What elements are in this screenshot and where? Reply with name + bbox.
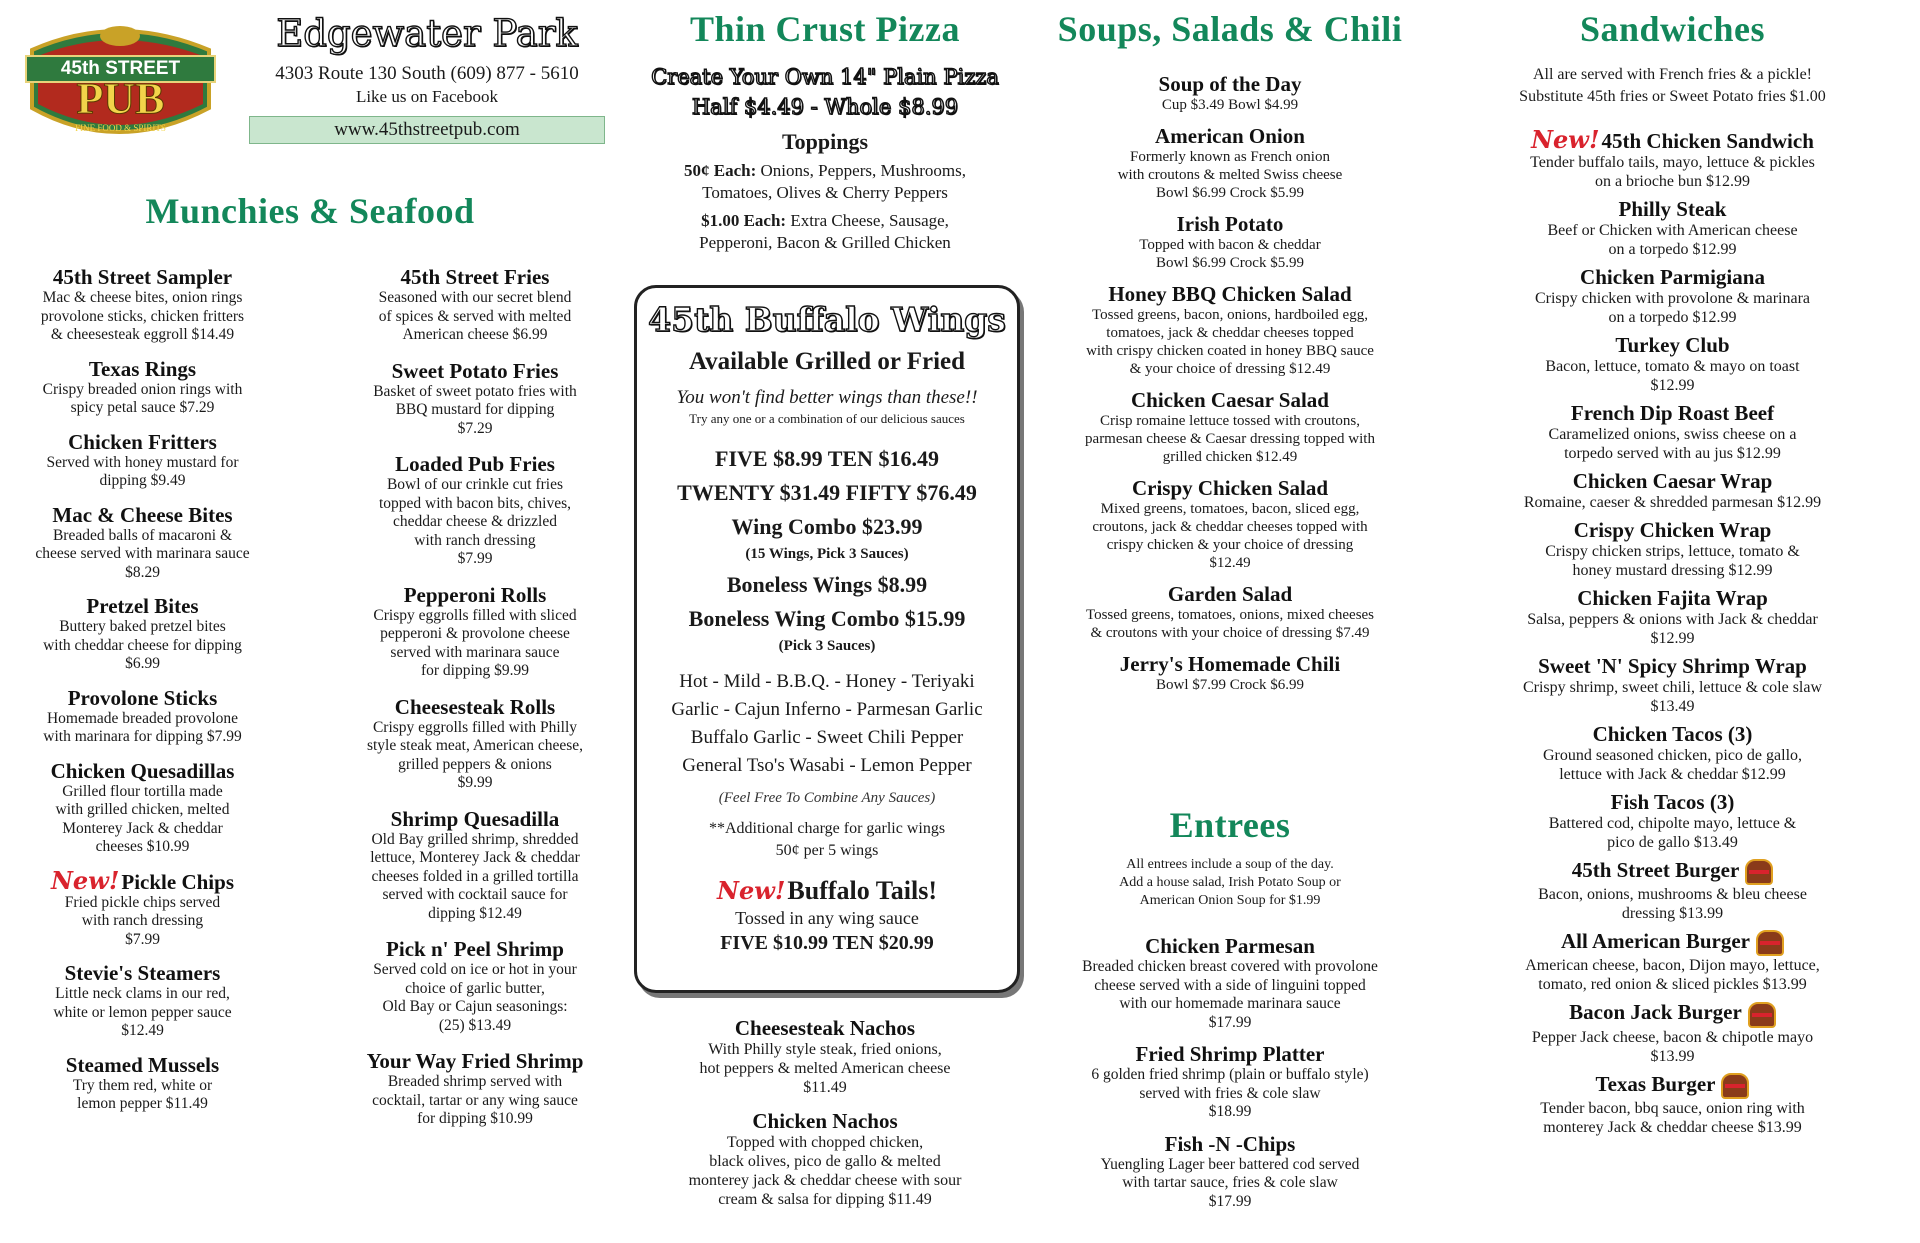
menu-item-desc: Fried pickle chips served with ranch dressing $7.99	[64, 893, 221, 948]
menu-item-title: Garden Salad	[1167, 582, 1293, 606]
menu-item-title: Crispy Chicken Salad	[1131, 476, 1329, 500]
menu-item-title: Chicken Caesar Wrap	[1572, 469, 1773, 493]
menu-item-desc: Formerly known as French onion with croutons & melted Swiss cheese Bowl $6.99 Crock $5.99	[1117, 149, 1343, 201]
menu-item	[1040, 282, 1420, 378]
menu-item-name	[640, 1109, 1010, 1133]
menu-item	[340, 1049, 610, 1129]
menu-item	[1465, 790, 1880, 852]
menu-item-title: Your Way Fried Shrimp	[366, 1049, 584, 1073]
menu-item	[640, 1016, 1010, 1097]
menu-item-desc: Old Bay grilled shrimp, shredded lettuce, Monterey Jack & cheddar cheeses folded in a grilled tortilla served with cocktail sauce for dipping $12.49	[370, 830, 580, 922]
entrees-note: All entrees include a soup of the day. Add a house salad, Irish Potato Soup or American Onion Soup for $1.99	[1119, 857, 1341, 908]
menu-item	[340, 807, 610, 924]
menu-item-name	[1465, 1072, 1880, 1099]
menu-item-title: Cheesesteak Rolls	[394, 694, 556, 719]
menu-item	[340, 695, 610, 793]
address: 4303 Route 130 South (609) 877 - 5610	[275, 63, 579, 84]
menu-item-name	[10, 594, 275, 618]
menu-item-name	[1465, 333, 1880, 357]
menu-item-desc: Buttery baked pretzel bites with cheddar cheese for dipping $6.99	[43, 618, 242, 672]
wings-title: 45th Buffalo Wings	[648, 300, 1006, 339]
wings-price: Wing Combo $23.99	[731, 514, 923, 539]
menu-item-desc: Breaded shrimp served with cocktail, tartar or any wing sauce for dipping $10.99	[372, 1073, 578, 1127]
pizza-section	[630, 8, 1020, 254]
tails-heading	[637, 876, 1017, 906]
menu-item-title: Chicken Fritters	[68, 429, 217, 454]
menu-item-name	[340, 265, 610, 289]
website-link[interactable]: www.45thstreetpub.com	[249, 116, 605, 144]
menu-item-title: Chicken Caesar Salad	[1131, 388, 1329, 412]
menu-item-name	[1465, 401, 1880, 425]
menu-item-title: Cheesesteak Nachos	[734, 1016, 916, 1040]
menu-item-title: Chicken Nachos	[752, 1109, 898, 1133]
menu-item-title: Fish Tacos (3)	[1610, 790, 1735, 814]
menu-item-desc: Grilled flour tortilla made with grilled chicken, melted Monterey Jack & cheddar cheeses $10.99	[55, 782, 230, 855]
tails-desc: Tossed in any wing sauce	[735, 908, 919, 928]
menu-item-title: Bacon Jack Burger	[1569, 1000, 1742, 1025]
pizza-prices: Half $4.49 - Whole $8.99	[691, 95, 959, 119]
nachos-list	[640, 1016, 1010, 1221]
menu-item-title: Turkey Club	[1615, 333, 1730, 357]
burger-icon	[1748, 1002, 1776, 1028]
menu-item-desc: Basket of sweet potato fries with BBQ mustard for dipping $7.29	[373, 382, 577, 437]
menu-item-name	[340, 452, 610, 476]
munchies-title-wrap	[100, 190, 520, 232]
sandwiches-section	[1465, 8, 1880, 108]
menu-item	[640, 1109, 1010, 1209]
tails-title: Buffalo Tails!	[787, 876, 937, 905]
facebook-text: Like us on Facebook	[355, 87, 499, 106]
menu-item-desc: Bacon, onions, mushrooms & bleu cheese dressing $13.99	[1538, 886, 1807, 923]
menu-item-title: Chicken Tacos (3)	[1592, 722, 1753, 746]
menu-item	[10, 594, 275, 674]
menu-item-title: 45th Street Fries	[400, 265, 550, 289]
soups-title: Soups, Salads & Chili	[1057, 9, 1403, 49]
sauce-line: General Tso's Wasabi - Lemon Pepper	[682, 755, 972, 776]
menu-item-title: Loaded Pub Fries	[395, 452, 555, 476]
menu-item-desc: Crispy chicken strips, lettuce, tomato & honey mustard dressing $12.99	[1545, 543, 1800, 579]
menu-item	[1465, 929, 1880, 994]
menu-item-desc: Topped with bacon & cheddar Bowl $6.99 Crock $5.99	[1139, 237, 1321, 271]
menu-item-name	[1040, 212, 1420, 236]
menu-item-desc: Mac & cheese bites, onion rings provolone sticks, chicken fritters & cheesesteak eggroll $14.49	[40, 289, 245, 343]
menu-item-title: Soup of the Day	[1158, 72, 1302, 96]
menu-item-title: Pepperoni Rolls	[403, 582, 547, 607]
menu-item-name	[340, 807, 610, 831]
menu-item	[1465, 197, 1880, 259]
menu-item-desc: Beef or Chicken with American cheese on a torpedo $12.99	[1547, 222, 1798, 258]
menu-item-title: American Onion	[1155, 124, 1305, 148]
menu-item-title: Pick n' Peel Shrimp	[386, 937, 564, 961]
tails-prices: FIVE $10.99 TEN $20.99	[720, 932, 934, 954]
menu-item-title: 45th Street Sampler	[52, 265, 233, 289]
menu-item-name	[10, 265, 275, 289]
header-info	[246, 12, 608, 144]
menu-item-title: Sweet Potato Fries	[391, 358, 559, 383]
menu-item	[1040, 1042, 1420, 1122]
sauce-line: Buffalo Garlic - Sweet Chili Pepper	[690, 727, 964, 748]
wings-box	[634, 285, 1020, 993]
menu-item-desc: Breaded balls of macaroni & cheese served with marinara sauce $8.29	[35, 526, 250, 581]
menu-item-desc: Crispy shrimp, sweet chili, lettuce & cole slaw $13.49	[1522, 679, 1823, 715]
new-badge: New!	[1531, 125, 1600, 154]
menu-item-name	[10, 1053, 275, 1077]
menu-item-name	[1465, 518, 1880, 542]
menu-item-desc: Little neck clams in our red, white or lemon pepper sauce $12.49	[53, 985, 232, 1039]
menu-item	[1465, 1000, 1880, 1065]
menu-item	[340, 359, 610, 439]
menu-item-title: Chicken Quesadillas	[50, 758, 235, 783]
menu-item	[1465, 401, 1880, 463]
menu-item-title: Pickle Chips	[121, 869, 234, 894]
menu-item-name	[1465, 586, 1880, 610]
menu-item-title: Chicken Parmesan	[1145, 934, 1315, 958]
menu-item	[1465, 125, 1880, 191]
menu-item-name	[1040, 388, 1420, 412]
menu-item	[10, 430, 275, 491]
menu-item-desc: Bowl of our crinkle cut fries topped with bacon bits, chives, cheddar cheese & drizzled with ranch dressing $7.99	[379, 476, 571, 567]
sandwiches-list	[1465, 125, 1880, 1143]
menu-item-name	[10, 430, 275, 454]
menu-item-title: Sweet 'N' Spicy Shrimp Wrap	[1538, 654, 1807, 678]
menu-item-name	[10, 865, 275, 895]
menu-item-desc: Served with honey mustard for dipping $9.49	[46, 453, 239, 489]
wings-price-list	[637, 442, 1017, 544]
menu-item-name	[1465, 197, 1880, 221]
menu-item-name	[1040, 476, 1420, 500]
menu-item	[10, 265, 275, 345]
menu-item	[340, 583, 610, 681]
menu-item-name	[1040, 1042, 1420, 1066]
toppings-50-label: 50¢ Each:	[684, 161, 757, 180]
boneless-combo: Boneless Wing Combo $15.99	[688, 606, 966, 631]
wings-combo-note: (15 Wings, Pick 3 Sauces)	[745, 546, 909, 562]
menu-item	[10, 1053, 275, 1114]
menu-item-name	[340, 1049, 610, 1073]
soups-list	[1040, 72, 1420, 704]
menu-item-desc: Crispy eggrolls filled with sliced pepperoni & provolone cheese served with marinara sauce for dipping $9.99	[373, 606, 577, 679]
entrees-title: Entrees	[1169, 805, 1291, 845]
menu-item-title: French Dip Roast Beef	[1570, 401, 1775, 425]
menu-item-desc: Romaine, caeser & shredded parmesan $12.99	[1523, 494, 1822, 511]
menu-item-desc: Battered cod, chipolte mayo, lettuce & pico de gallo $13.49	[1548, 815, 1797, 851]
pizza-title: Thin Crust Pizza	[689, 9, 960, 49]
menu-item-desc: Crispy eggrolls filled with Philly style steak meat, American cheese, grilled peppers & onions $9.99	[366, 718, 584, 791]
menu-item-title: 45th Chicken Sandwich	[1601, 129, 1814, 153]
menu-item	[1465, 333, 1880, 395]
new-badge: New!	[50, 865, 120, 895]
menu-item-name	[10, 503, 275, 527]
menu-item	[10, 961, 275, 1041]
menu-item	[340, 265, 610, 345]
menu-item	[1465, 722, 1880, 784]
logo-top-text: 45th STREET	[60, 58, 181, 79]
menu-item-title: Shrimp Quesadilla	[390, 806, 560, 831]
menu-item-name	[1465, 125, 1880, 154]
toppings-50-text: Onions, Peppers, Mushrooms, Tomatoes, Olives & Cherry Peppers	[702, 161, 966, 202]
menu-item-name	[1465, 265, 1880, 289]
toppings-title: Toppings	[781, 129, 869, 154]
menu-item-name	[1465, 722, 1880, 746]
menu-item-desc: 6 golden fried shrimp (plain or buffalo style) served with fries & cole slaw $18.99	[1091, 1066, 1369, 1120]
location-title: Edgewater Park	[276, 12, 578, 55]
menu-item-desc: Served cold on ice or hot in your choice of garlic butter, Old Bay or Cajun seasonings: (25) $13.49	[373, 961, 577, 1034]
menu-item-desc: Tender buffalo tails, mayo, lettuce & pickles on a brioche bun $12.99	[1530, 154, 1815, 190]
menu-item	[1040, 124, 1420, 202]
logo-main-text: PUB	[76, 74, 165, 123]
menu-item-title: Pretzel Bites	[86, 594, 199, 618]
toppings-100-label: $1.00 Each:	[701, 211, 787, 230]
sauce-list	[637, 668, 1017, 780]
menu-item-name	[1040, 582, 1420, 606]
menu-item	[10, 865, 275, 950]
pizza-create: Create Your Own 14" Plain Pizza	[651, 65, 999, 89]
wings-tagline: You won't find better wings than these!!	[676, 387, 978, 408]
menu-item-name	[1040, 652, 1420, 676]
sandwiches-title: Sandwiches	[1579, 9, 1766, 49]
soups-section	[1040, 8, 1420, 50]
menu-item-name	[1465, 858, 1880, 885]
menu-item-name	[640, 1016, 1010, 1040]
sauce-combine: (Feel Free To Combine Any Sauces)	[718, 790, 936, 806]
munchies-left-list	[10, 265, 275, 1126]
menu-item-name	[1040, 282, 1420, 306]
menu-item-name	[10, 961, 275, 985]
burger-icon	[1721, 1073, 1749, 1099]
menu-item	[1040, 476, 1420, 572]
menu-item	[1465, 858, 1880, 923]
menu-item-name	[10, 357, 275, 381]
menu-item-desc: Bacon, lettuce, tomato & mayo on toast $12.99	[1545, 358, 1800, 394]
menu-item-name	[1040, 72, 1420, 96]
menu-item-desc: With Philly style steak, fried onions, hot peppers & melted American cheese $11.49	[699, 1041, 951, 1096]
menu-item-desc: Yuengling Lager beer battered cod served with tartar sauce, fries & cole slaw $17.99	[1100, 1155, 1360, 1210]
menu-item-title: Stevie's Steamers	[64, 961, 221, 985]
menu-item-desc: Ground seasoned chicken, pico de gallo, lettuce with Jack & cheddar $12.99	[1542, 747, 1803, 783]
garlic-note: **Additional charge for garlic wings 50¢ per 5 wings	[708, 820, 946, 859]
menu-item-desc: Try them red, white or lemon pepper $11.49	[72, 1076, 213, 1112]
pub-logo	[18, 16, 223, 148]
menu-item-title: Mac & Cheese Bites	[52, 502, 233, 527]
menu-item-desc: American cheese, bacon, Dijon mayo, lettuce, tomato, red onion & sliced pickles $13.99	[1525, 957, 1820, 994]
menu-item-title: Texas Burger	[1595, 1071, 1716, 1096]
wings-price: FIVE $8.99 TEN $16.49	[715, 446, 939, 471]
menu-item-name	[1465, 469, 1880, 493]
menu-item	[10, 357, 275, 418]
menu-item	[1465, 265, 1880, 327]
menu-item	[1040, 652, 1420, 694]
boneless-wings: Boneless Wings $8.99	[726, 572, 928, 597]
menu-item	[1465, 518, 1880, 580]
menu-item-desc: Breaded chicken breast covered with provolone cheese served with a side of linguini topped with our homemade marinara sauce $17.99	[1082, 958, 1378, 1031]
menu-item-name	[1465, 790, 1880, 814]
menu-item-desc: Crispy chicken with provolone & marinara on a torpedo $12.99	[1534, 290, 1811, 326]
menu-item	[1465, 586, 1880, 648]
wings-try: Try any one or a combination of our delicious sauces	[689, 411, 965, 426]
menu-item-title: Crispy Chicken Wrap	[1573, 518, 1772, 542]
logo-sub-text: FINE FOOD & SPIRITS	[75, 123, 166, 133]
menu-item-name	[10, 686, 275, 710]
menu-item-desc: Tossed greens, tomatoes, onions, mixed cheeses & croutons with your choice of dressing $7.49	[1085, 607, 1375, 641]
burger-icon	[1756, 930, 1784, 956]
menu-item-title: Texas Rings	[88, 356, 197, 381]
menu-item	[1040, 582, 1420, 642]
menu-item-desc: Mixed greens, tomatoes, bacon, sliced egg, croutons, jack & cheddar cheeses topped with crispy chicken & your choice of dressing $12.49	[1092, 501, 1368, 571]
menu-item	[1040, 1132, 1420, 1212]
menu-item	[1465, 654, 1880, 716]
menu-item	[1040, 212, 1420, 272]
menu-item-title: Chicken Parmigiana	[1580, 265, 1765, 289]
menu-item	[10, 759, 275, 857]
menu-item-title: Chicken Fajita Wrap	[1577, 586, 1768, 610]
toppings-100-text: Extra Cheese, Sausage, Pepperoni, Bacon & Grilled Chicken	[699, 211, 951, 252]
menu-item-desc: Caramelized onions, swiss cheese on a torpedo served with au jus $12.99	[1548, 426, 1797, 462]
menu-item-title: Philly Steak	[1618, 197, 1727, 221]
menu-item-title: All American Burger	[1561, 929, 1750, 954]
menu-item-name	[340, 695, 610, 719]
menu-item-name	[1465, 1000, 1880, 1027]
menu-item-name	[340, 359, 610, 383]
menu-item-name	[10, 759, 275, 783]
menu-item-name	[340, 583, 610, 607]
toppings-100	[630, 210, 1020, 254]
menu-item-desc: Pepper Jack cheese, bacon & chipotle mayo $13.99	[1531, 1028, 1814, 1065]
menu-item	[1040, 934, 1420, 1032]
wings-subtitle: Available Grilled or Fried	[688, 348, 966, 375]
wings-price: TWENTY $31.49 FIFTY $76.49	[677, 480, 977, 505]
menu-item-name	[1465, 929, 1880, 956]
entrees-section	[1040, 804, 1420, 910]
menu-item-title: 45th Street Burger	[1571, 858, 1740, 882]
menu-item	[10, 503, 275, 583]
menu-item-desc: Tender bacon, bbq sauce, onion ring with monterey Jack & cheddar cheese $13.99	[1540, 1099, 1805, 1136]
menu-item-desc: Crisp romaine lettuce tossed with croutons, parmesan cheese & Caesar dressing topped with grilled chicken $12.49	[1085, 413, 1375, 465]
menu-item	[1040, 388, 1420, 466]
burger-icon	[1745, 859, 1773, 885]
boneless-note: (Pick 3 Sauces)	[778, 638, 876, 654]
menu-item-title: Honey BBQ Chicken Salad	[1108, 282, 1352, 306]
menu-item	[340, 452, 610, 569]
new-badge: New!	[717, 876, 786, 905]
menu-item-desc: Seasoned with our secret blend of spices & served with melted American cheese $6.99	[378, 289, 572, 343]
sandwiches-note: All are served with French fries & a pickle! Substitute 45th fries or Sweet Potato fries $1.00	[1519, 66, 1826, 105]
menu-item	[1465, 469, 1880, 512]
sauce-line: Hot - Mild - B.B.Q. - Honey - Teriyaki	[679, 671, 975, 692]
menu-item-name	[1465, 654, 1880, 678]
menu-item	[1465, 1072, 1880, 1137]
menu-item-title: Provolone Sticks	[67, 685, 218, 710]
munchies-right-list	[340, 265, 610, 1143]
toppings-50	[630, 160, 1020, 204]
menu-item	[340, 937, 610, 1035]
menu-item-title: Irish Potato	[1176, 212, 1284, 236]
menu-item-desc: Cup $3.49 Bowl $4.99	[1161, 97, 1299, 113]
menu-item	[1040, 72, 1420, 114]
menu-item-desc: Tossed greens, bacon, onions, hardboiled egg, tomatoes, jack & cheddar cheeses topped with crispy chicken coated in honey BBQ sauce & your choice of dressing $12.49	[1086, 307, 1374, 377]
menu-item-desc: Salsa, peppers & onions with Jack & cheddar $12.99	[1527, 611, 1818, 647]
menu-item-name	[1040, 124, 1420, 148]
menu-item-name	[1040, 1132, 1420, 1156]
menu-item-desc: Topped with chopped chicken, black olives, pico de gallo & melted monterey jack & cheddar cheese with sour cream & salsa for dipping $11.49	[688, 1134, 962, 1208]
menu-item-desc: Bowl $7.99 Crock $6.99	[1156, 677, 1304, 693]
menu-item-title: Steamed Mussels	[65, 1052, 220, 1077]
menu-item	[10, 686, 275, 747]
sauce-line: Garlic - Cajun Inferno - Parmesan Garlic	[671, 699, 983, 720]
menu-item-desc: Homemade breaded provolone with marinara for dipping $7.99	[43, 709, 242, 745]
menu-item-name	[340, 937, 610, 961]
menu-item-title: Jerry's Homemade Chili	[1119, 652, 1341, 676]
menu-item-title: Fried Shrimp Platter	[1135, 1042, 1325, 1066]
menu-item-name	[1040, 934, 1420, 958]
munchies-title: Munchies & Seafood	[145, 191, 475, 231]
menu-item-desc: Crispy breaded onion rings with spicy petal sauce $7.29	[42, 380, 243, 416]
menu-item-title: Fish -N -Chips	[1164, 1131, 1296, 1156]
entrees-list	[1040, 934, 1420, 1221]
